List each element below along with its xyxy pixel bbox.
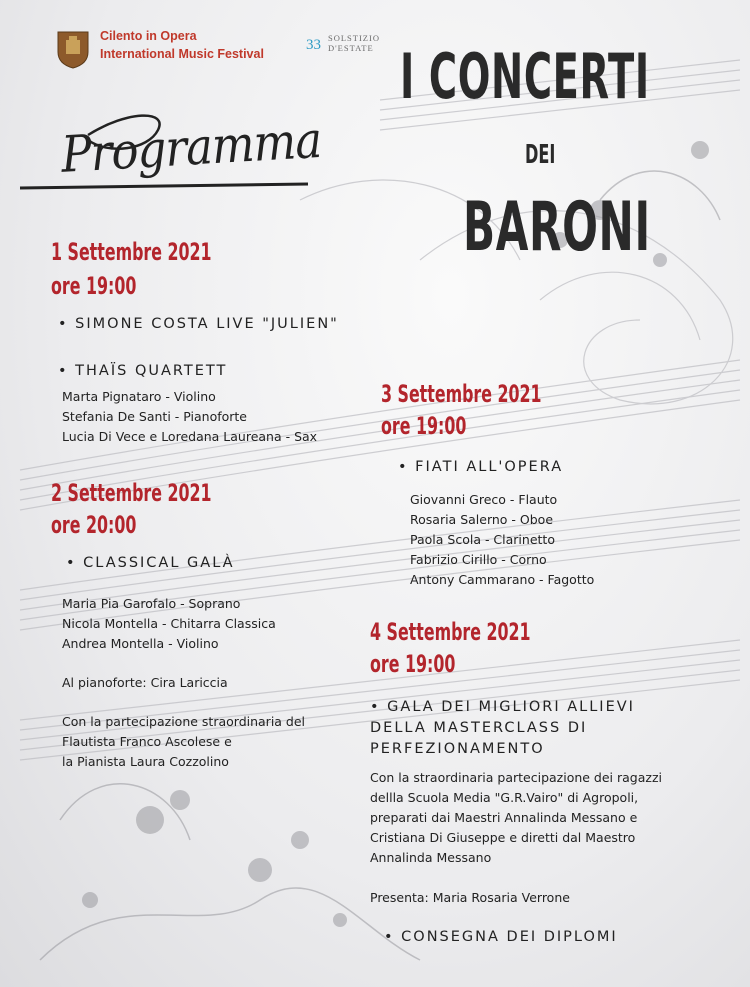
municipal-crest-icon <box>54 26 92 70</box>
programma-heading: Programma <box>60 110 323 184</box>
day2-time: ore 20:00 <box>51 511 137 539</box>
solstizio-number: 33 <box>306 37 321 53</box>
day4-event <box>370 697 635 760</box>
festival-name: Cilento in Opera International Music Festival <box>100 29 264 61</box>
day2-piano: Al pianoforte: Cira Lariccia <box>62 675 228 690</box>
day4-description: Con la straordinaria partecipazione dei ragazzi dellla Scuola Media "G.R.Vairo" di Agropoli, preparati dai Maestri Annalinda Messano e Cristiana Di Giuseppe e diretti dal Maestro Annalinda Messano <box>370 770 662 865</box>
day1-performer-2: Stefania De Santi - Pianoforte <box>62 409 247 424</box>
day4-event-line-1: • GALA DEI MIGLIORI ALLIEVI <box>370 699 635 715</box>
day4-final-event: • CONSEGNA DEI DIPLOMI <box>384 929 618 945</box>
day1-event-1: • SIMONE COSTA LIVE "JULIEN" <box>58 316 339 332</box>
day3-event: • FIATI ALL'OPERA <box>398 459 563 475</box>
day2-date: 2 Settembre 2021 <box>51 479 212 507</box>
day4-event-line-3: PERFEZIONAMENTO <box>370 741 545 757</box>
title-line-3: BARONI <box>463 188 651 267</box>
day3-time: ore 19:00 <box>381 412 467 440</box>
day3-performer-3: Paola Scola - Clarinetto <box>410 532 555 547</box>
day1-event-2: • THAÏS QUARTETT <box>58 363 227 379</box>
day4-presenter: Presenta: Maria Rosaria Verrone <box>370 890 570 905</box>
day2-guest-3: la Pianista Laura Cozzolino <box>62 754 229 769</box>
day4-time: ore 19:00 <box>370 650 456 678</box>
day4-date: 4 Settembre 2021 <box>370 618 531 646</box>
day3-date: 3 Settembre 2021 <box>381 380 542 408</box>
day3-performer-5: Antony Cammarano - Fagotto <box>410 572 595 587</box>
day2-event: • CLASSICAL GALÀ <box>66 555 235 571</box>
day1-performer-1: Marta Pignataro - Violino <box>62 389 216 404</box>
day2-performer-1: Maria Pia Garofalo - Soprano <box>62 596 241 611</box>
day1-performer-3: Lucia Di Vece e Loredana Laureana - Sax <box>62 429 318 444</box>
day4-event-line-2: DELLA MASTERCLASS DI <box>370 720 588 736</box>
day1-time: ore 19:00 <box>51 272 137 300</box>
day2-guest-1: Con la partecipazione straordinaria del <box>62 714 306 729</box>
title-line-2: DEI <box>525 140 556 170</box>
day3-performer-2: Rosaria Salerno - Oboe <box>410 512 554 527</box>
solstizio-text: SOLSTIZIO D'ESTATE <box>328 33 380 53</box>
title-line-1: I CONCERTI <box>400 40 650 113</box>
day3-performer-4: Fabrizio Cirillo - Corno <box>410 552 547 567</box>
day2-performer-3: Andrea Montella - Violino <box>62 636 219 651</box>
day2-performer-2: Nicola Montella - Chitarra Classica <box>62 616 276 631</box>
day3-performer-1: Giovanni Greco - Flauto <box>410 492 558 507</box>
day2-guest-2: Flautista Franco Ascolese e <box>62 734 232 749</box>
day1-date: 1 Settembre 2021 <box>51 238 212 266</box>
